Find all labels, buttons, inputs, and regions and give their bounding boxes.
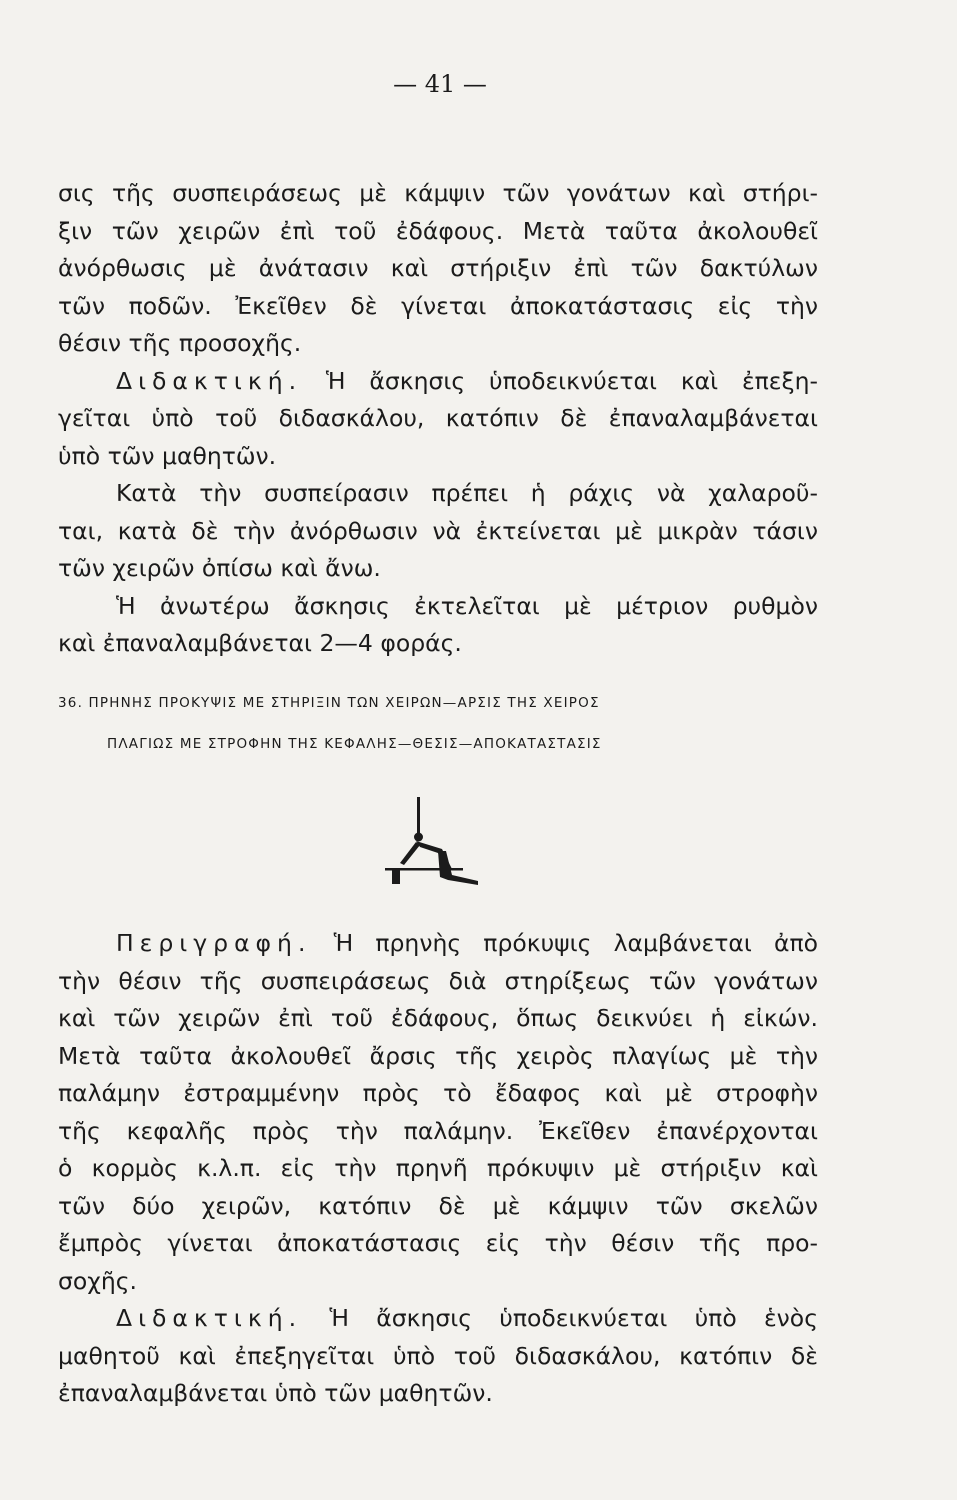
didaktiki-paragraph-line — [58, 363, 818, 401]
text-line: ὁ κορμὸς κ.λ.π. εἰς τὴν πρηνῆ πρόκυψιν μὲ στήριξιν καὶ — [58, 1154, 818, 1182]
text-line: καὶ τῶν χειρῶν ἐπὶ τοῦ ἐδάφους, ὅπως δεικνύει ἡ εἰκών. — [58, 1004, 818, 1032]
text-line: Ἡ ἄσκησις ὑποδεικνύεται ὑπὸ ἑνὸς — [329, 1304, 818, 1332]
text-block-top — [58, 175, 818, 663]
text-line: ξιν τῶν χειρῶν ἐπὶ τοῦ ἐδάφους. Μετὰ ταῦτα ἀκολουθεῖ — [58, 216, 818, 245]
text-line: τῶν δύο χειρῶν, κατόπιν δὲ μὲ κάμψιν τῶν σκελῶν — [58, 1191, 818, 1220]
text-line: μαθητοῦ καὶ ἐπεξηγεῖται ὑπὸ τοῦ διδασκάλου, κατόπιν δὲ — [58, 1341, 818, 1370]
perigrafi-label: Περιγραφή. — [116, 929, 312, 957]
didaktiki-label: Διδακτική. — [116, 1304, 303, 1332]
text-line: ἔμπρὸς γίνεται ἀποκατάστασις εἰς τὴν θέσιν τῆς προ- — [58, 1229, 818, 1257]
text-line: τῶν χειρῶν ὀπίσω καὶ ἄνω. — [58, 554, 381, 582]
text-line: Μετὰ ταῦτα ἀκολουθεῖ ἄρσις τῆς χειρὸς πλαγίως μὲ τὴν — [58, 1041, 818, 1070]
page-number: — 41 — — [393, 70, 487, 98]
text-block-bottom — [58, 925, 818, 1413]
head — [414, 833, 423, 842]
exercise-heading-line-1: 36. ΠΡΗΝΗΣ ΠΡΟΚΥΨΙΣ ΜΕ ΣΤΗΡΙΞΙΝ ΤΩΝ ΧΕΙΡΩΝ—ΑΡΣΙΣ ΤΗΣ ΧΕΙΡΟΣ — [58, 695, 600, 711]
text-line: καὶ ἐπαναλαμβάνεται 2—4 φοράς. — [58, 629, 462, 657]
text-line: τῆς κεφαλῆς πρὸς τὴν παλάμην. Ἐκεῖθεν ἐπανέρχονται — [58, 1116, 818, 1145]
text-line: τὴν θέσιν τῆς συσπειράσεως διὰ στηρίξεως τῶν γονάτων — [58, 966, 818, 995]
text-line: σις τῆς συσπειράσεως μὲ κάμψιν τῶν γονάτων καὶ στήρι- — [58, 179, 818, 207]
exercise-heading-line-2: ΠΛΑΓΙΩΣ ΜΕ ΣΤΡΟΦΗΝ ΤΗΣ ΚΕΦΑΛΗΣ—ΘΕΣΙΣ—ΑΠΟΚΑΤΑΣΤΑΣΙΣ — [107, 736, 602, 752]
text-line: Ἡ ἄσκησις ὑποδεικνύεται καὶ ἐπεξη- — [325, 366, 818, 395]
didaktiki-label: Διδακτική. — [116, 366, 303, 395]
text-line: Ἡ ἀνωτέρω ἄσκησις ἐκτελεῖται μὲ μέτριον ρυθμὸν — [116, 591, 818, 620]
text-line: γεῖται ὑπὸ τοῦ διδασκάλου, κατόπιν δὲ ἐπαναλαμβάνεται — [58, 404, 818, 432]
text-line: ἐπαναλαμβάνεται ὑπὸ τῶν μαθητῶν. — [58, 1379, 493, 1407]
text-line: ται, κατὰ δὲ τὴν ἀνόρθωσιν νὰ ἐκτείνεται μὲ μικρὰν τάσιν — [58, 516, 818, 545]
text-line: ὑπὸ τῶν μαθητῶν. — [58, 441, 277, 470]
text-line: παλάμην ἐστραμμένην πρὸς τὸ ἔδαφος καὶ μὲ στροφὴν — [58, 1079, 818, 1107]
text-line: Κατὰ τὴν συσπείρασιν πρέπει ἡ ράχις νὰ χαλαροῦ- — [116, 479, 818, 507]
support-arm — [400, 842, 420, 865]
didaktiki-paragraph-line — [58, 1300, 818, 1338]
text-line: Ἡ πρηνὴς πρόκυψις λαμβάνεται ἀπὸ — [333, 929, 818, 957]
exercise-figure-illustration — [380, 785, 480, 890]
text-line: τῶν ποδῶν. Ἐκεῖθεν δὲ γίνεται ἀποκατάστασις εἰς τὴν — [58, 291, 818, 320]
text-line: ἀνόρθωσις μὲ ἀνάτασιν καὶ στήριξιν ἐπὶ τῶν δακτύλων — [58, 254, 818, 282]
perigrafi-paragraph-line — [58, 925, 818, 963]
block-support — [392, 868, 400, 884]
text-line: σοχῆς. — [58, 1266, 138, 1295]
text-line: θέσιν τῆς προσοχῆς. — [58, 329, 302, 357]
raised-arm — [417, 797, 420, 835]
